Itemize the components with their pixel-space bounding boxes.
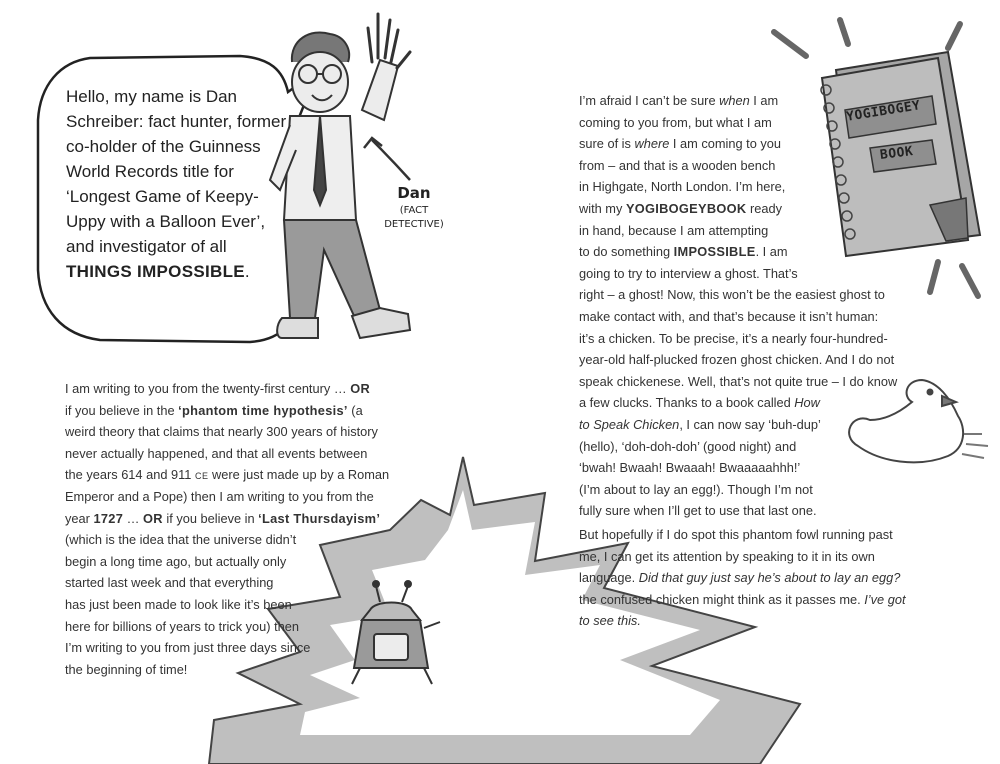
text-line: But hopefully if I do spot this phantom fowl running past (579, 527, 893, 542)
text-run: to Speak Chicken (579, 416, 680, 432)
text-line: has just been made to look like it’s been (65, 596, 292, 612)
text-line: in hand, because I am attempting (579, 222, 769, 238)
bubble-end: . (244, 262, 250, 281)
text-run: , I can now say ‘buh-dup’ (679, 416, 821, 432)
bubble-emphasis: THINGS IMPOSSIBLE (66, 262, 245, 281)
dan-caption-line-2: DETECTIVE) (384, 219, 444, 230)
text-line (579, 241, 897, 263)
text-run: I am writing to you from the twenty-first century … (65, 381, 351, 396)
text-line: begin a long time ago, but actually only (65, 553, 287, 569)
text-run: I am coming to you (669, 136, 782, 152)
text-line: year-old half-plucked frozen ghost chicken. And I do not (579, 352, 895, 368)
text-run: when (719, 93, 750, 108)
text-line (65, 378, 389, 400)
text-run: to do something (579, 244, 674, 260)
text-run: the confused chicken might think as it passes me. (579, 591, 865, 607)
text-line: (hello), ‘doh-doh-doh’ (good night) and (579, 438, 797, 454)
text-line: here for billions of years to trick you) then (65, 618, 300, 634)
text-run: I’m afraid I can’t be sure (579, 93, 720, 108)
bubble-intro: Hello, my name is Dan Schreiber: fact hunter, former co-holder of the Guinness World Records title for ‘Longest Game of Keepy-Uppy with a Balloon Ever’, and investigator of all (66, 87, 287, 256)
text-line: make contact with, and that’s because it isn’t human: (579, 308, 879, 324)
dan-caption-line-1: (FACT (399, 205, 429, 216)
text-line (579, 589, 906, 611)
text-run: I am (749, 93, 779, 108)
text-line: to see this. (579, 613, 641, 629)
text-line: (which is the idea that the universe didn’t (65, 532, 297, 548)
text-run: the years 614 and 911 (65, 467, 195, 483)
text-run: ready (746, 200, 783, 216)
text-line: ‘bwah! Bwaah! Bwaaah! Bwaaaaahhh!’ (579, 460, 801, 476)
text-line: going to try to interview a ghost. That’s (579, 265, 798, 281)
text-line: me, I can get its attention by speaking to it in its own (579, 548, 875, 564)
speech-bubble-text (66, 84, 288, 284)
text-run: where (634, 136, 670, 152)
dan-name-label: Dan (397, 184, 431, 202)
right-column-paragraph-2 (579, 524, 906, 632)
text-line: never actually happened, and that all events between (65, 445, 368, 461)
book-label-yogibogey: YOGIBOGEY (845, 98, 922, 125)
text-run: How (794, 395, 820, 411)
text-run: ‘Last Thursdayism’ (258, 510, 381, 526)
text-run: Did that guy just say he’s about to lay an egg? (638, 570, 901, 586)
text-run: 1727 (93, 510, 124, 526)
text-line: started last week and that everything (65, 575, 274, 591)
text-run: (a (347, 402, 363, 418)
text-line: Emperor and a Pope) then I am writing to you from the (65, 488, 374, 504)
text-run: were just made up by a Roman (208, 467, 390, 483)
book-label-book: BOOK (879, 144, 915, 163)
text-run: OR (143, 510, 163, 526)
text-run: OR (350, 381, 370, 396)
text-run: ‘phantom time hypothesis’ (178, 402, 348, 418)
text-line: speak chickenese. Well, that’s not quite true – I do know (579, 373, 898, 389)
text-line (65, 464, 389, 486)
text-line (65, 508, 389, 530)
text-run: if you believe in (162, 510, 259, 526)
text-line (579, 567, 906, 589)
text-run: I’ve got (864, 591, 906, 607)
text-line: the beginning of time! (65, 661, 188, 677)
text-run: a few clucks. Thanks to a book called (579, 395, 795, 411)
text-line (579, 414, 897, 436)
text-line (579, 90, 897, 112)
text-line: coming to you from, but what I am (579, 114, 772, 130)
text-run: CE (194, 471, 209, 482)
text-run: if you believe in the (65, 402, 179, 418)
text-line: weird theory that claims that nearly 300 years of history (65, 424, 378, 440)
text-run: sure of is (579, 136, 635, 152)
text-run: with my (579, 200, 626, 216)
text-line (579, 392, 897, 414)
text-line: I’m writing to you from just three days since (65, 640, 311, 656)
text-line: right – a ghost! Now, this won’t be the easiest ghost to (579, 287, 885, 303)
text-run: language. (579, 570, 639, 586)
text-run: YOGIBOGEYBOOK (625, 200, 747, 216)
text-line: it’s a chicken. To be precise, it’s a nearly four-hundred- (579, 330, 888, 346)
left-column-text (65, 378, 389, 680)
text-line: (I’m about to lay an egg!). Though I’m not (579, 481, 813, 497)
dan-caption (376, 204, 452, 232)
text-run: IMPOSSIBLE (673, 244, 756, 260)
right-column-text (579, 90, 897, 522)
text-run: … (123, 510, 144, 526)
text-line (65, 400, 389, 422)
text-line (579, 198, 897, 220)
text-line (579, 133, 897, 155)
text-run: . I am (755, 244, 788, 260)
dan-character-illustration (270, 14, 410, 338)
text-line: in Highgate, North London. I’m here, (579, 179, 786, 195)
text-line: from – and that is a wooden bench (579, 157, 776, 173)
text-run: year (65, 510, 94, 526)
text-line: fully sure when I’ll get to use that last one. (579, 503, 817, 519)
